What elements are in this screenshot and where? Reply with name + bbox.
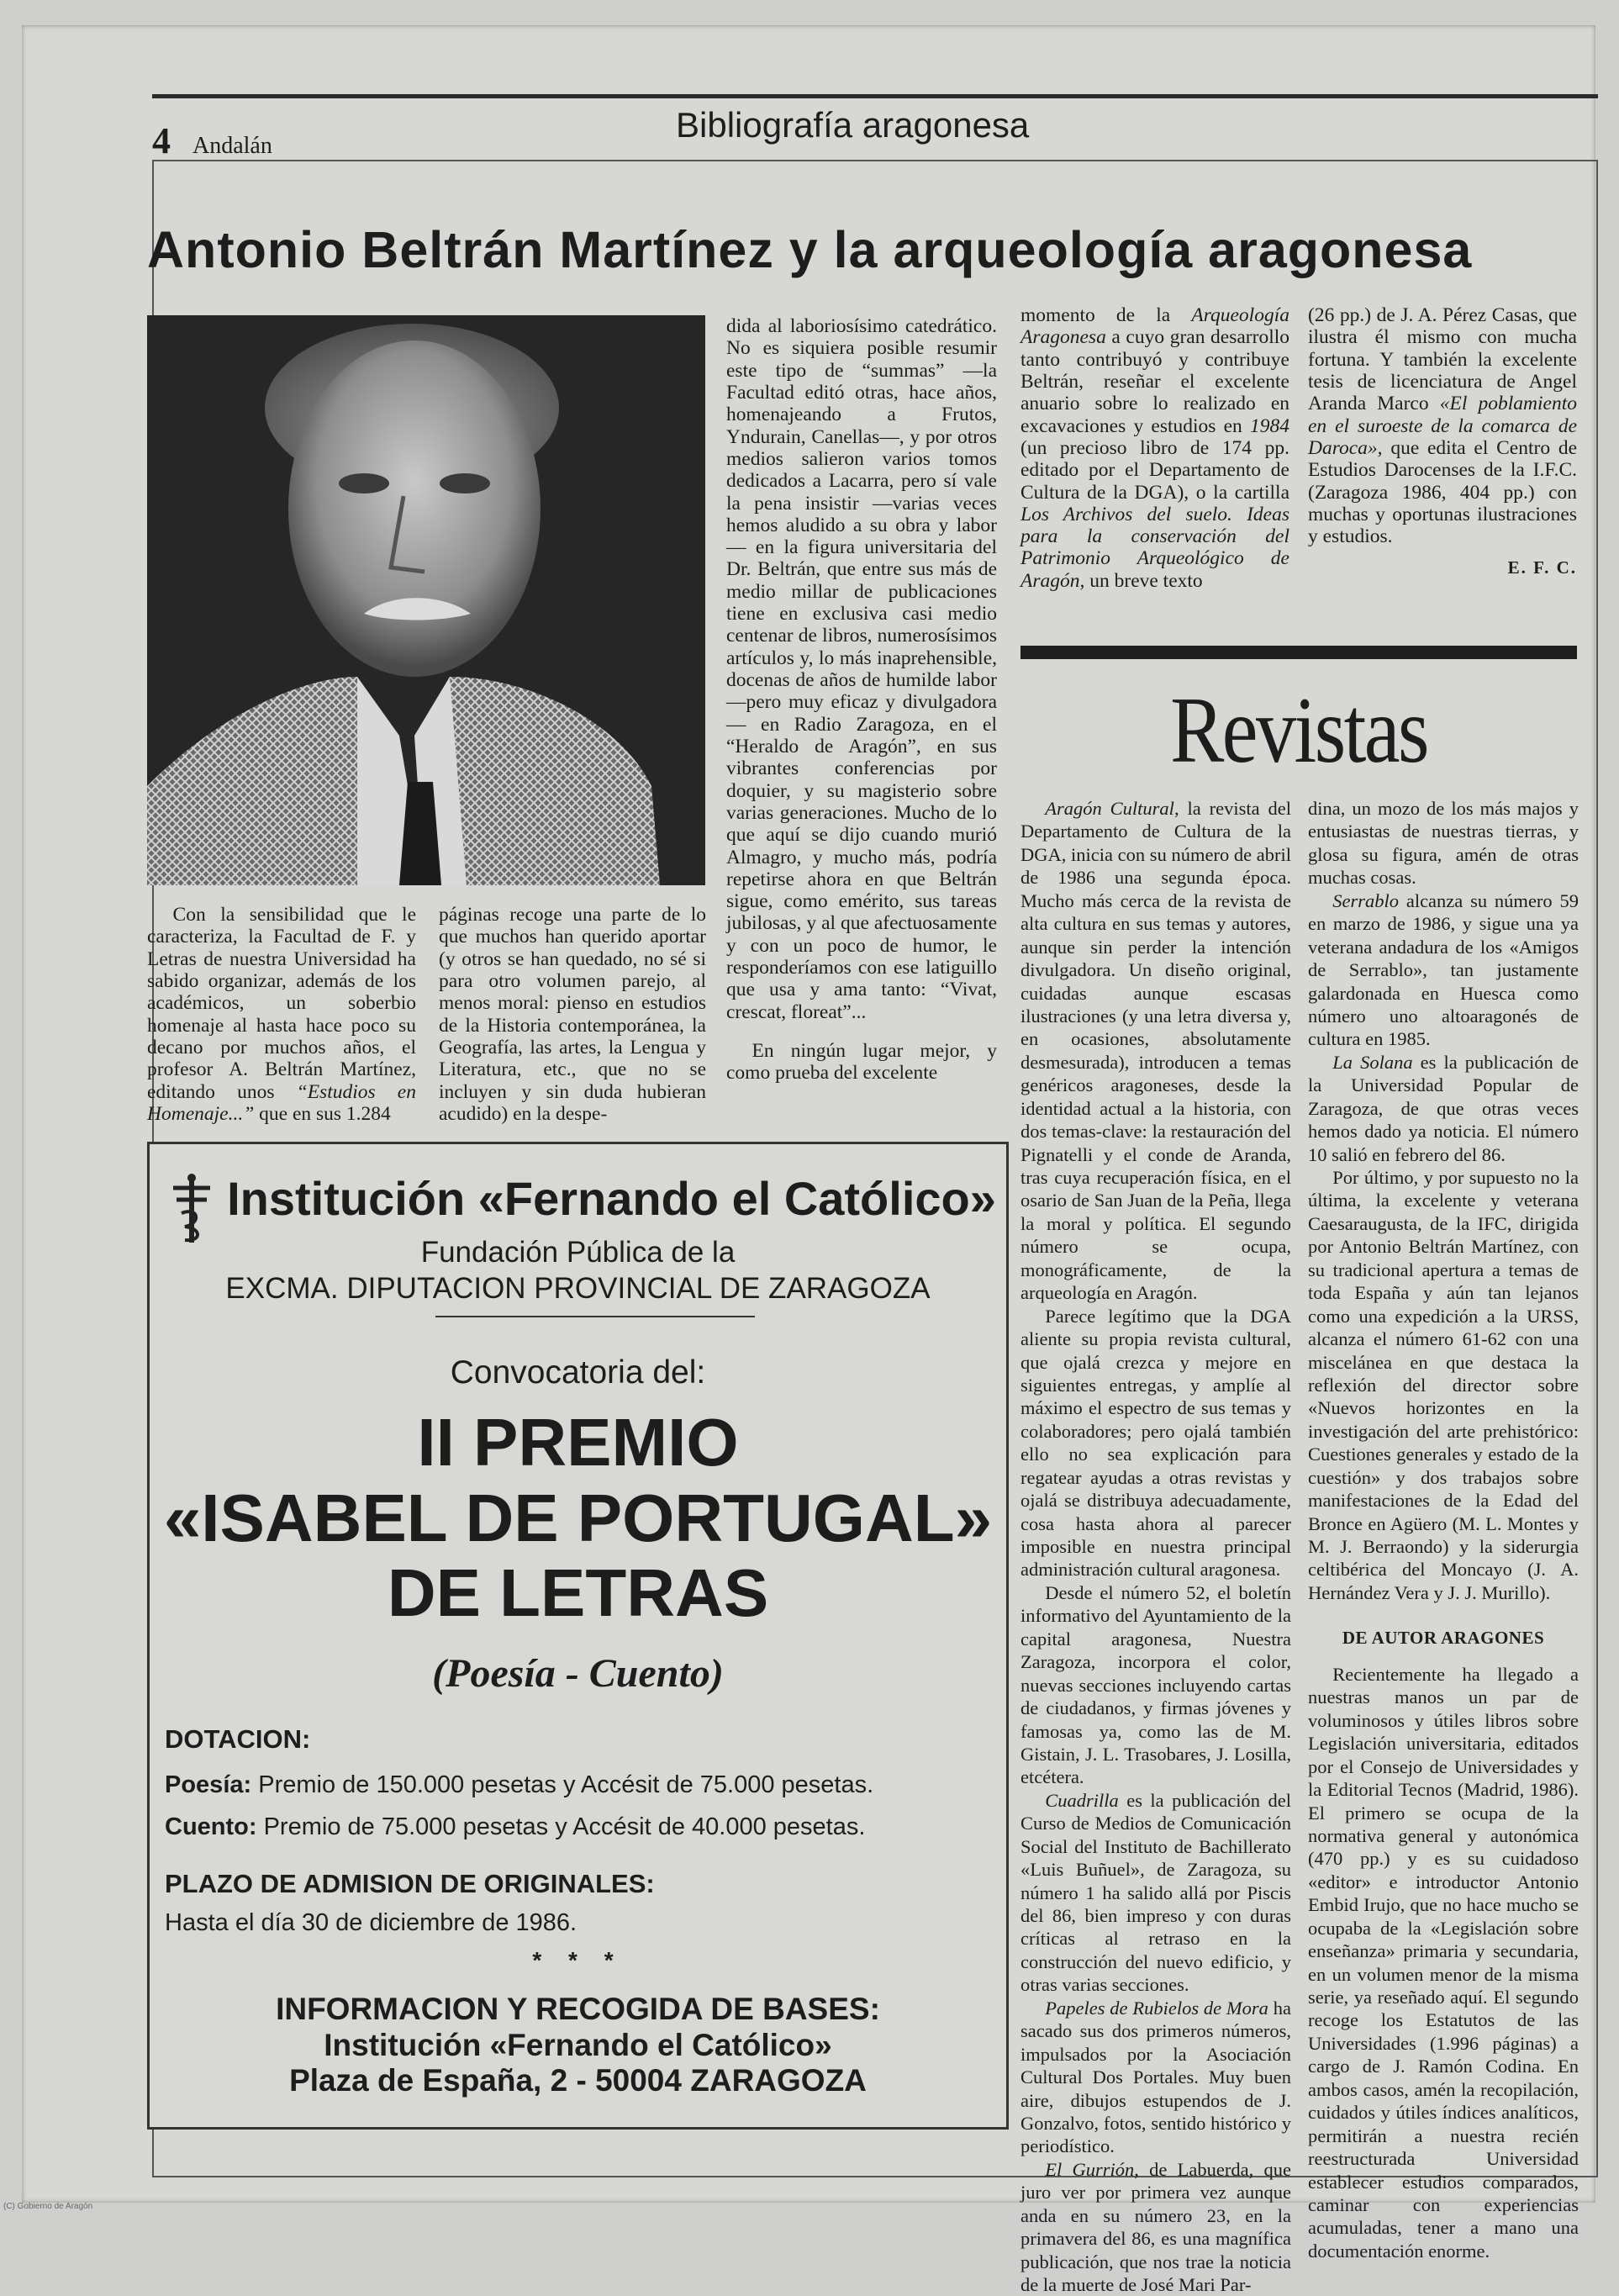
ad-info-line3: Plaza de España, 2 - 50004 ZARAGOZA [289,2063,867,2098]
ad-prize-line3: DE LETRAS [387,1555,769,1631]
copyright-notice: (C) Gobierno de Aragón [3,2202,93,2211]
ad-cuento-line [165,1813,865,1841]
revista-paragraph-text: alcanza su número 59 en marzo de 1986, y sigue una ya veterana andadura de los «Amigos de Serrablo», tan justamente galardonada en Huesca como número uno altoaragonés de cultura en 1985. [1308,889,1579,1050]
revista-paragraph-text: Desde el número 52, el boletín informativo del Ayuntamiento de la capital aragonesa, Nuestra Zaragoza, incorpora el color, nuevas secciones incluyendo cartas de ciudadanos, y firmas jóvenes y famosas ya, como las de M. Gistain, J. L. Trasobares, J. Losilla, etcétera. [1020,1581,1291,1788]
ad-poesia-label: Poesía: [165,1771,252,1798]
ad-prize-line2: «ISABEL DE PORTUGAL» [163,1480,993,1555]
article-col1-text: Con la sensibilidad que le caracteriza, la Facultad de F. y Letras de nuestra Universidad ha sabido organizar, además de los académicos, un soberbio homenaje al hasta hace poco su decano por muchos años, el profesor A. Beltrán Martínez, editando unos [147,904,416,1103]
revista-paragraph [1020,1581,1291,1789]
article-col4-c: (un precioso libro de 174 pp. editado por el Departamento de Cultura de la DGA), o la cartilla [1020,436,1289,504]
revista-title-emphasis: La Solana [1332,1051,1413,1073]
revistas-right2-text: Recientemente ha llegado a nuestras manos un par de voluminosos y útiles libros sobre Legislación universitaria, editados por el Consejo de Universidades y la Editorial Tecnos (Madrid, 1986). El primero se ocupa de la normativa general y autonómica (470 pp.) y es su cuidadoso «editor» e introductor Antonio Embid Irujo, que no hace mucho se ocupaba de la «Legislación sobre enseñanza» primaria y secundaria, en un volumen menor de la misma serie, ya reseñado aquí. El segundo recoge los Estatutos de las Universidades (1.996 páginas) a cargo de J. Ramón Codina. En ambos casos, amén la recopilación, cuidados y útiles índices analíticos, permitirán a nuestra recién reestructurada Universidad establecer estudios comparados, caminar con experiencias acumuladas, tener a mano una documentación enorme. [1308,1663,1579,2262]
revista-paragraph-text: Por último, y por supuesto no la última, la excelente y veterana Caesaraugusta, de la IFC, dirigida por Antonio Beltrán Martínez, con su tradicional apertura a temas de toda España y aún tan lejanos como una expedición a la URSS, alcanza el número 61-62 con una miscelánea en que destaca la reflexión del director sobre «Nuevos horizontes en la investigación del arte prehistórico: Cuestiones generales y estado de la cuestión» y dos trabajos sobre manifestaciones de la Edad del Bronce en Agüero (M. L. Montes y M. J. Berraondo) y la siderurgia celtibérica del Moncayo (J. A. Hernández Vera y J. J. Murillo). [1308,1167,1579,1603]
ad-prize-title [150,1405,1006,1631]
ad-poesia-line [165,1771,873,1799]
article-col4-a: momento de la [1020,304,1171,326]
ad-cuento-label: Cuento: [165,1813,257,1840]
article-col2-text: páginas recoge una parte de lo que muchos han querido aportar (y otros se han quedado, no sé si para otro volumen parejo, al menos moral: pienso en estudios de la Historia contemporánea, la Geografía, las artes, la Lengua y Literatura, etc., que no se incluyen y sin duda hubieran acudido) en la despe- [439,904,706,1125]
ad-foundation-line1: Fundación Pública de la [420,1236,736,1269]
revista-paragraph [1020,2158,1291,2296]
ad-info [150,1992,1006,2099]
ad-plazo-label: PLAZO DE ADMISION DE ORIGINALES: [165,1869,655,1898]
ad-poesia-text: Premio de 150.000 pesetas y Accésit de 75.000 pesetas. [258,1771,874,1798]
revista-paragraph-text: ha sacado sus dos primeros números, impulsados por la Asociación Cultural Dos Portales. Muy buen aire, dibujos estupendos de J. Gonzalvo, fotos, sentido histórico y periodístico. [1020,1997,1291,2157]
revistas-title: Revistas [1170,678,1427,783]
ad-plazo-text: Hasta el día 30 de diciembre de 1986. [165,1909,577,1936]
ad-info-line2: Institución «Fernando el Católico» [324,2027,832,2062]
ad-cuento-text: Premio de 75.000 pesetas y Accésit de 40.000 pesetas. [263,1813,866,1840]
ad-info-line1: INFORMACION Y RECOGIDA DE BASES: [276,1992,880,2026]
revista-paragraph [1020,1997,1291,2158]
revista-title-emphasis: Serrablo [1332,889,1399,911]
section-title: Bibliografía aragonesa [676,105,1030,145]
article-col4-em3: Los Archivos del suelo. Ideas para la conservación del Patrimonio Arqueológico de Aragón, [1020,503,1289,592]
article-column-4 [1020,304,1289,592]
article-col5-b: que edita el Centro de Estudios Darocenses de la I.F.C. (Zaragoza 1986, 404 pp.) con muchas y oportunas ilustraciones y estudios. [1308,436,1577,548]
revista-paragraph-text: es la publicación del Curso de Medios de Comunicación Social del Instituto de Bachillerato «Luis Buñuel», de Zaragoza, su número 1 ha salido allá por Piscis del 86, bien impreso y con duras críticas al retraso en la construcción del nuevo edificio, y otras varias secciones. [1020,1789,1291,1996]
article-column-5 [1308,304,1577,578]
article-col3-p1: dida al laboriosísimo catedrático. No es siquiera posible resumir este tipo de “summas” —la Facultad editó otras, hace años, homenajeando a Frutos, Yndurain, Canellas—, y por otros medios salieron varios tomos dedicados a Lacarra, pero sí vale la pena insistir —varias veces hemos aludido a su obra y labor— en la figura universitaria del Dr. Beltrán, que entre sus más de medio millar de publicaciones tiene en exclusiva casi medio centenar de libros, numerosísimos artículos y, lo más inaprehensible, docenas de años de humilde labor —pero muy eficaz y divulgadora— en Radio Zaragoza, en el “Heraldo de Aragón”, en sus vibrantes conferencias por doquier, y su magisterio sobre varias generaciones. Mucho de lo que aquí se dijo cuando murió Almagro, y mucho más, podría repetirse ahora en que Beltrán sigue, como emérito, sus tareas jubilosas, y al que afectuosamente y con un poco de humor, le responderíamos con ese latiguillo que usa y ama tanto: “Vivat, crescat, floreat”... [726,315,997,1023]
revista-title-emphasis: Cuadrilla [1045,1789,1119,1811]
article-col4-em2: 1984 [1250,414,1290,437]
ad-prize-line1: II PREMIO [417,1405,739,1480]
revista-paragraph [1308,889,1579,1051]
ad-foundation-line2: EXCMA. DIPUTACION PROVINCIAL DE ZARAGOZA [225,1271,931,1305]
revista-paragraph [1020,1305,1291,1581]
revista-paragraph-text: , la revista del Departamento de Cultura de la DGA, inicia con su número de abril de 1986 una segunda época. Mucho más cerca de la revista de alta cultura en sus temas y autores, aunque sin perder la intención divulgadora. Un diseño original, cuidadas aunque escasas ilustraciones (y una letra diversa y, en ocasiones, absolutamente desmesurada), introducen a temas genéricos aragoneses, desde la identidad actual a la historia, con dos temas-clave: la restauración del Pignatelli y el conde de Aranda, tras cuya recuperación física, en el osario de San Juan de la Peña, llega la moral y política. El segundo número se ocupa, monográficamente, de la arqueología en Aragón. [1020,798,1291,1304]
article-col4-d: un breve texto [1089,569,1203,592]
revista-paragraph [1020,1789,1291,1997]
article-column-2 [439,904,706,1125]
revista-title-emphasis: Papeles de Rubielos de Mora [1045,1997,1268,2019]
page-number: 4 [152,120,171,161]
revista-paragraph-text: es la publicación de la Universidad Popular de Zaragoza, de que otras veces hemos dado ya noticia. El número 10 salió en febrero del 86. [1308,1051,1579,1165]
revistas-column-right [1308,797,1579,2262]
revista-paragraph [1308,797,1579,889]
article-column-3 [726,315,997,1085]
revista-paragraph-text: , de Labuerda, que juro ver por primera vez aunque anda en su número 23, en la primavera del 86, es una magnífica publicación, que nos trae la noticia de la muerte de José Mari Par- [1020,2158,1291,2295]
revistas-bar [1020,646,1577,659]
portrait-photo [147,315,705,885]
revista-title-emphasis: El Gurrión [1045,2158,1135,2180]
article-col5-em: «El poblamiento en el suroeste de la comarca de Daroca», [1308,393,1577,459]
revista-title-emphasis: Aragón Cultural [1045,798,1174,819]
revistas-column-left [1020,797,1291,2296]
ad-stars: * * * [532,1947,624,1973]
ad-genres: (Poesía - Cuento) [432,1651,724,1696]
premio-advertisement [147,1142,1009,2130]
article-column-1 [147,904,416,1125]
portrait-illustration [147,315,705,885]
article-col4-em1: Arqueología Aragonesa [1020,304,1289,349]
subhead-de-autor-aragones: DE AUTOR ARAGONES [1342,1628,1545,1649]
revista-paragraph-text: dina, un mozo de los más majos y entusiastas de nuestras tierras, y glosa su figura, amén de otras muchas cosas. [1308,798,1579,889]
ad-separator [435,1316,755,1317]
revista-paragraph-text: Parece legítimo que la DGA aliente su propia revista cultural, que ojalá crezca y mejore en siguientes entregas, y amplíe al máximo el espectro de sus temas y colaboradores; pero ojalá también ello no sea explicación para regatear ayudas a otras revistas y ojalá se distribuya adecuadamente, cosa hasta ahora al parecer imposible en nuestra principal administración cultural aragonesa. [1020,1305,1291,1581]
ad-institution: Institución «Fernando el Católico» [227,1172,996,1225]
article-headline: Antonio Beltrán Martínez y la arqueología aragonesa [147,221,1473,278]
article-signature: E. F. C. [1507,557,1577,578]
ad-dotacion-label: DOTACION: [165,1724,311,1754]
article-col1-emphasis: “Estudios en Homenaje...” [147,1080,416,1125]
ad-convocatoria: Convocatoria del: [450,1354,706,1391]
article-col3-p2: En ningún lugar mejor, y como prueba del excelente [726,1040,997,1085]
revista-paragraph [1308,1166,1579,1604]
revistas-right-paras [1308,797,1579,1604]
top-rule [152,94,1598,98]
revista-paragraph [1020,797,1291,1305]
article-col4-b: a cuyo gran desarrollo tanto contribuyó y contribuye Beltrán, reseñar el excelente anuario sobre lo realizado en excavaciones y estudios en [1020,326,1290,437]
revista-paragraph [1308,1051,1579,1166]
ad-foundation [150,1235,1006,1306]
publication-name: Andalán [192,133,272,159]
article-col5-a: (26 pp.) de J. A. Pérez Casas, que ilustra él mismo con mucha fortuna. Y también la excelente tesis de licenciatura de Angel Aranda Marco [1308,304,1577,415]
article-col1-tail: que en sus 1.284 [259,1102,391,1125]
